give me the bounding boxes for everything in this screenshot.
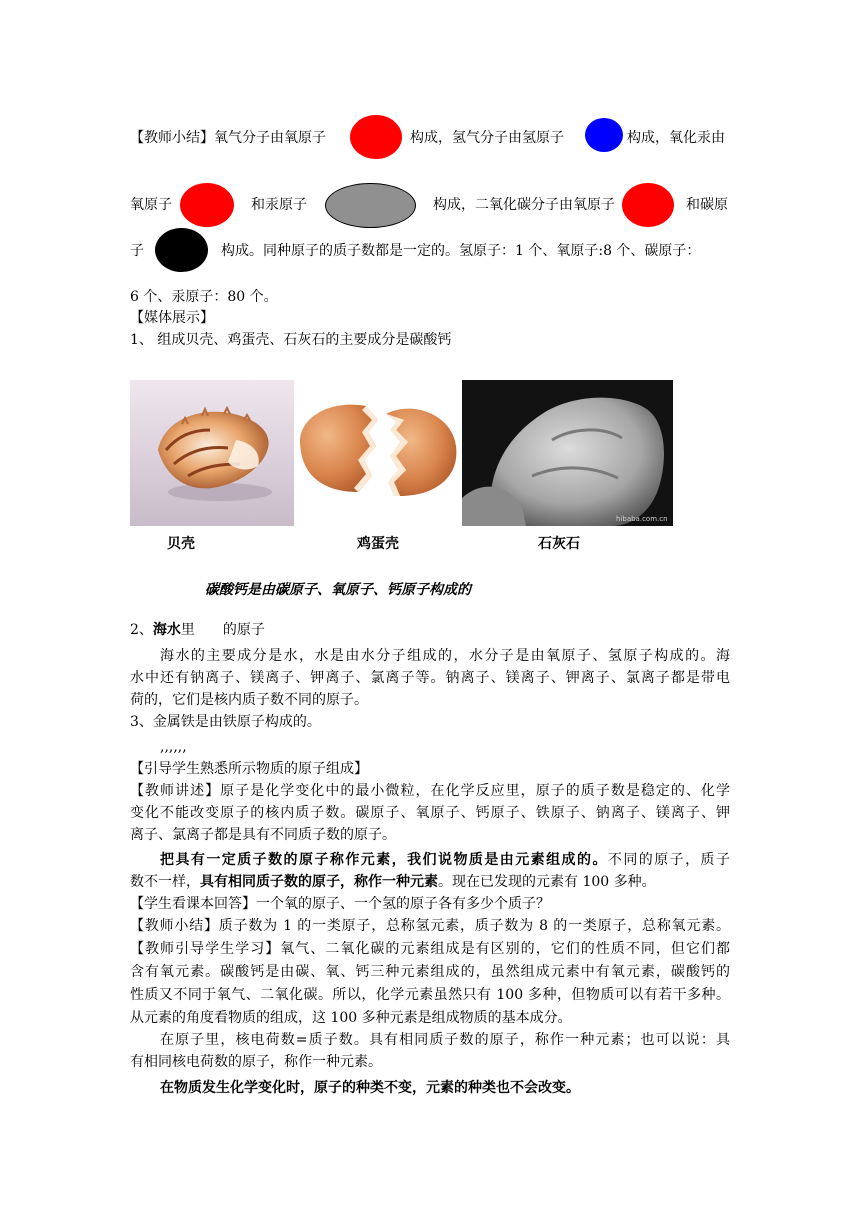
guidance-line-2: 含有氧元素。碳酸钙是由碳、氧、钙三种元素组成的，虽然组成元素中有氧元素，碳酸钙的 [130, 964, 730, 980]
seawater-para-2: 水中还有钠离子、镁离子、钾离子、氯离子等。钠离子、镁离子、钾离子、氯离子都是带电 [130, 670, 730, 686]
mercury-atom-ellipse [325, 183, 416, 228]
seawater-heading [130, 620, 265, 640]
caption-limestone: 石灰石 [538, 536, 580, 552]
summary-line-3a: 子 [130, 243, 144, 259]
definition-pre-2: 数不一样， [130, 874, 200, 890]
oxygen-atom-circle [350, 115, 402, 159]
seawater-rest: 的原子 [222, 622, 265, 638]
seawater-bold: 海水 [152, 622, 181, 638]
caption-eggshell: 鸡蛋壳 [357, 536, 399, 552]
summary-line-2d: 和碳原 [686, 197, 728, 213]
definition-rest-1: 不同的原子，质子 [607, 852, 731, 868]
teacher-summary-2: 【教师小结】质子数为 1 的一类原子，总称氢元素，质子数为 8 的一类原子，总称氧元素。 [130, 918, 730, 934]
limestone-photo [462, 380, 673, 526]
guidance-line-4: 从元素的角度看物质的组成，这 100 多种元素是组成物质的基本成分。 [130, 1010, 572, 1026]
seashell-photo [130, 380, 294, 526]
lecture-line-2: 变化不能改变原子的核内质子数。碳原子、氧原子、钙原子、铁原子、钠离子、镁离子、钾 [130, 805, 730, 821]
media-item-1: 1、 组成贝壳、鸡蛋壳、石灰石的主要成分是碳酸钙 [130, 332, 452, 348]
calcium-carbonate-conclusion: 碳酸钙是由碳原子、氧原子、钙原子构成的 [205, 582, 471, 598]
photo-watermark: hibaba.com.cn [616, 515, 668, 523]
seawater-para-3: 荷的，它们是核内质子数不同的原子。 [130, 692, 368, 708]
guidance-line-1: 【教师引导学生学习】氧气、二氧化碳的元素组成是有区别的，它们的性质不同，但它们都 [130, 941, 730, 957]
carbon-atom-circle [155, 228, 208, 272]
guide-heading: 【引导学生熟悉所示物质的原子组成】 [130, 761, 368, 777]
media-heading: 【媒体展示】 [130, 310, 214, 326]
seawater-number: 2、 [130, 622, 153, 638]
lecture-line-3: 离子、氯离子都是具有不同质子数的原子。 [130, 827, 396, 843]
eggshell-photo [294, 380, 462, 526]
summary-line-3b: 构成。同种原子的质子数都是一定的。氢原子：1 个、氧原子:8 个、碳原子： [221, 243, 701, 259]
lecture-line-1: 【教师讲述】原子是化学变化中的最小微粒，在化学反应里，原子的质子数是稳定的、化学 [130, 783, 730, 799]
definition-bold-2: 具有相同质子数的原子，称作一种元素 [200, 874, 438, 890]
definition-bold-1: 把具有一定质子数的原子称作元素，我们说物质是由元素组成的。 [160, 852, 608, 868]
hydrogen-atom-circle [585, 118, 623, 152]
student-question: 【学生看课本回答】一个氧的原子、一个氢的原子各有多少个质子？ [130, 896, 550, 912]
ellipsis-mark: ,,,,,, [160, 739, 187, 755]
definition-rest-2: 。现在已发现的元素有 100 多种。 [438, 874, 656, 890]
summary-line-4: 6 个、汞原子：80 个。 [130, 289, 278, 305]
summary-line-2c: 构成，二氧化碳分子由氧原子 [433, 197, 615, 213]
oxygen-atom-circle [180, 183, 234, 227]
summary-line-2b: 和汞原子 [251, 197, 307, 213]
nuclear-line-1: 在原子里，核电荷数=质子数。具有相同质子数的原子，称作一种元素；也可以说：具 [160, 1032, 730, 1048]
definition-line-2 [130, 872, 656, 892]
nuclear-line-2: 有相同核电荷数的原子，称作一种元素。 [130, 1054, 382, 1070]
guidance-line-3: 性质又不同于氧气、二氧化碳。所以，化学元素虽然只有 100 多种，但物质可以有若干多种。 [130, 987, 730, 1003]
caption-shell: 贝壳 [167, 536, 195, 552]
summary-line-2a: 氧原子 [130, 197, 172, 213]
definition-line-1 [160, 850, 730, 870]
final-statement: 在物质发生化学变化时，原子的种类不变，元素的种类也不会改变。 [160, 1080, 580, 1096]
seawater-mid: 里 [180, 622, 195, 638]
seawater-para-1: 海水的主要成分是水，水是由水分子组成的，水分子是由氧原子、氢原子构成的。海 [160, 648, 730, 664]
oxygen-atom-circle [622, 183, 674, 227]
summary-line-1a: 【教师小结】氧气分子由氧原子 [130, 130, 326, 146]
iron-line: 3、金属铁是由铁原子构成的。 [130, 714, 321, 730]
summary-line-1c: 构成，氧化汞由 [627, 130, 725, 146]
summary-line-1b: 构成，氢气分子由氢原子 [410, 130, 564, 146]
